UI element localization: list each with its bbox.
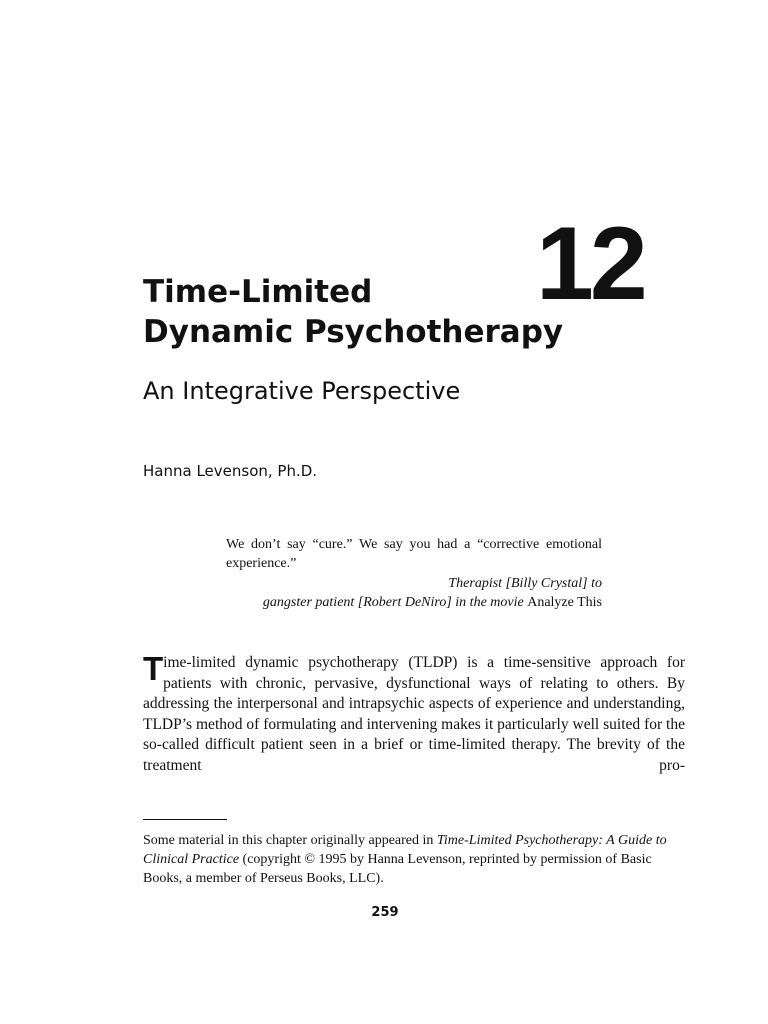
epigraph <box>226 535 602 612</box>
body-paragraph <box>143 650 685 776</box>
epigraph-quote: We don’t say “cure.” We say you had a “corrective emotional experience.” <box>226 537 602 571</box>
page-number: 259 <box>371 905 399 920</box>
chapter-title-line-2: Dynamic Psychotherapy <box>143 314 564 350</box>
footnote-suffix: (copyright © 1995 by Hanna Levenson, reprinted by permission of Basic Books, a member of Perseus Books, LLC). <box>143 852 652 886</box>
epigraph-attribution-line-1: Therapist [Billy Crystal] to <box>448 576 602 591</box>
footnote-rule <box>143 819 227 820</box>
epigraph-attribution <box>226 574 602 612</box>
drop-cap: T <box>143 650 164 687</box>
body-text: ime-limited dynamic psychotherapy (TLDP) is a time-sensitive approach for patients with chronic, pervasive, dysfunctional ways of relating to others. By addressing the interpersonal and intrapsychic aspects of experience and understanding, TLDP’s method of formulating and intervening makes it particularly well suited for the so-called difficult patient seen in a brief or time-limited therapy. The brevity of the treatment pro- <box>143 654 685 774</box>
chapter-number: 12 <box>536 206 644 322</box>
chapter-title-line-1: Time-Limited <box>143 274 373 310</box>
chapter-subtitle: An Integrative Perspective <box>143 377 461 405</box>
author-name: Hanna Levenson, Ph.D. <box>143 462 318 480</box>
footnote <box>143 831 688 888</box>
footnote-book-title: Time-Limited Psychotherapy: A Guide to Clinical Practice <box>143 833 667 867</box>
movie-title: Analyze This <box>527 595 602 610</box>
chapter-title <box>143 272 563 352</box>
epigraph-attribution-line-2: gangster patient [Robert DeNiro] in the movie Analyze This <box>262 595 602 610</box>
footnote-prefix: Some material in this chapter originally appeared in <box>143 833 437 848</box>
